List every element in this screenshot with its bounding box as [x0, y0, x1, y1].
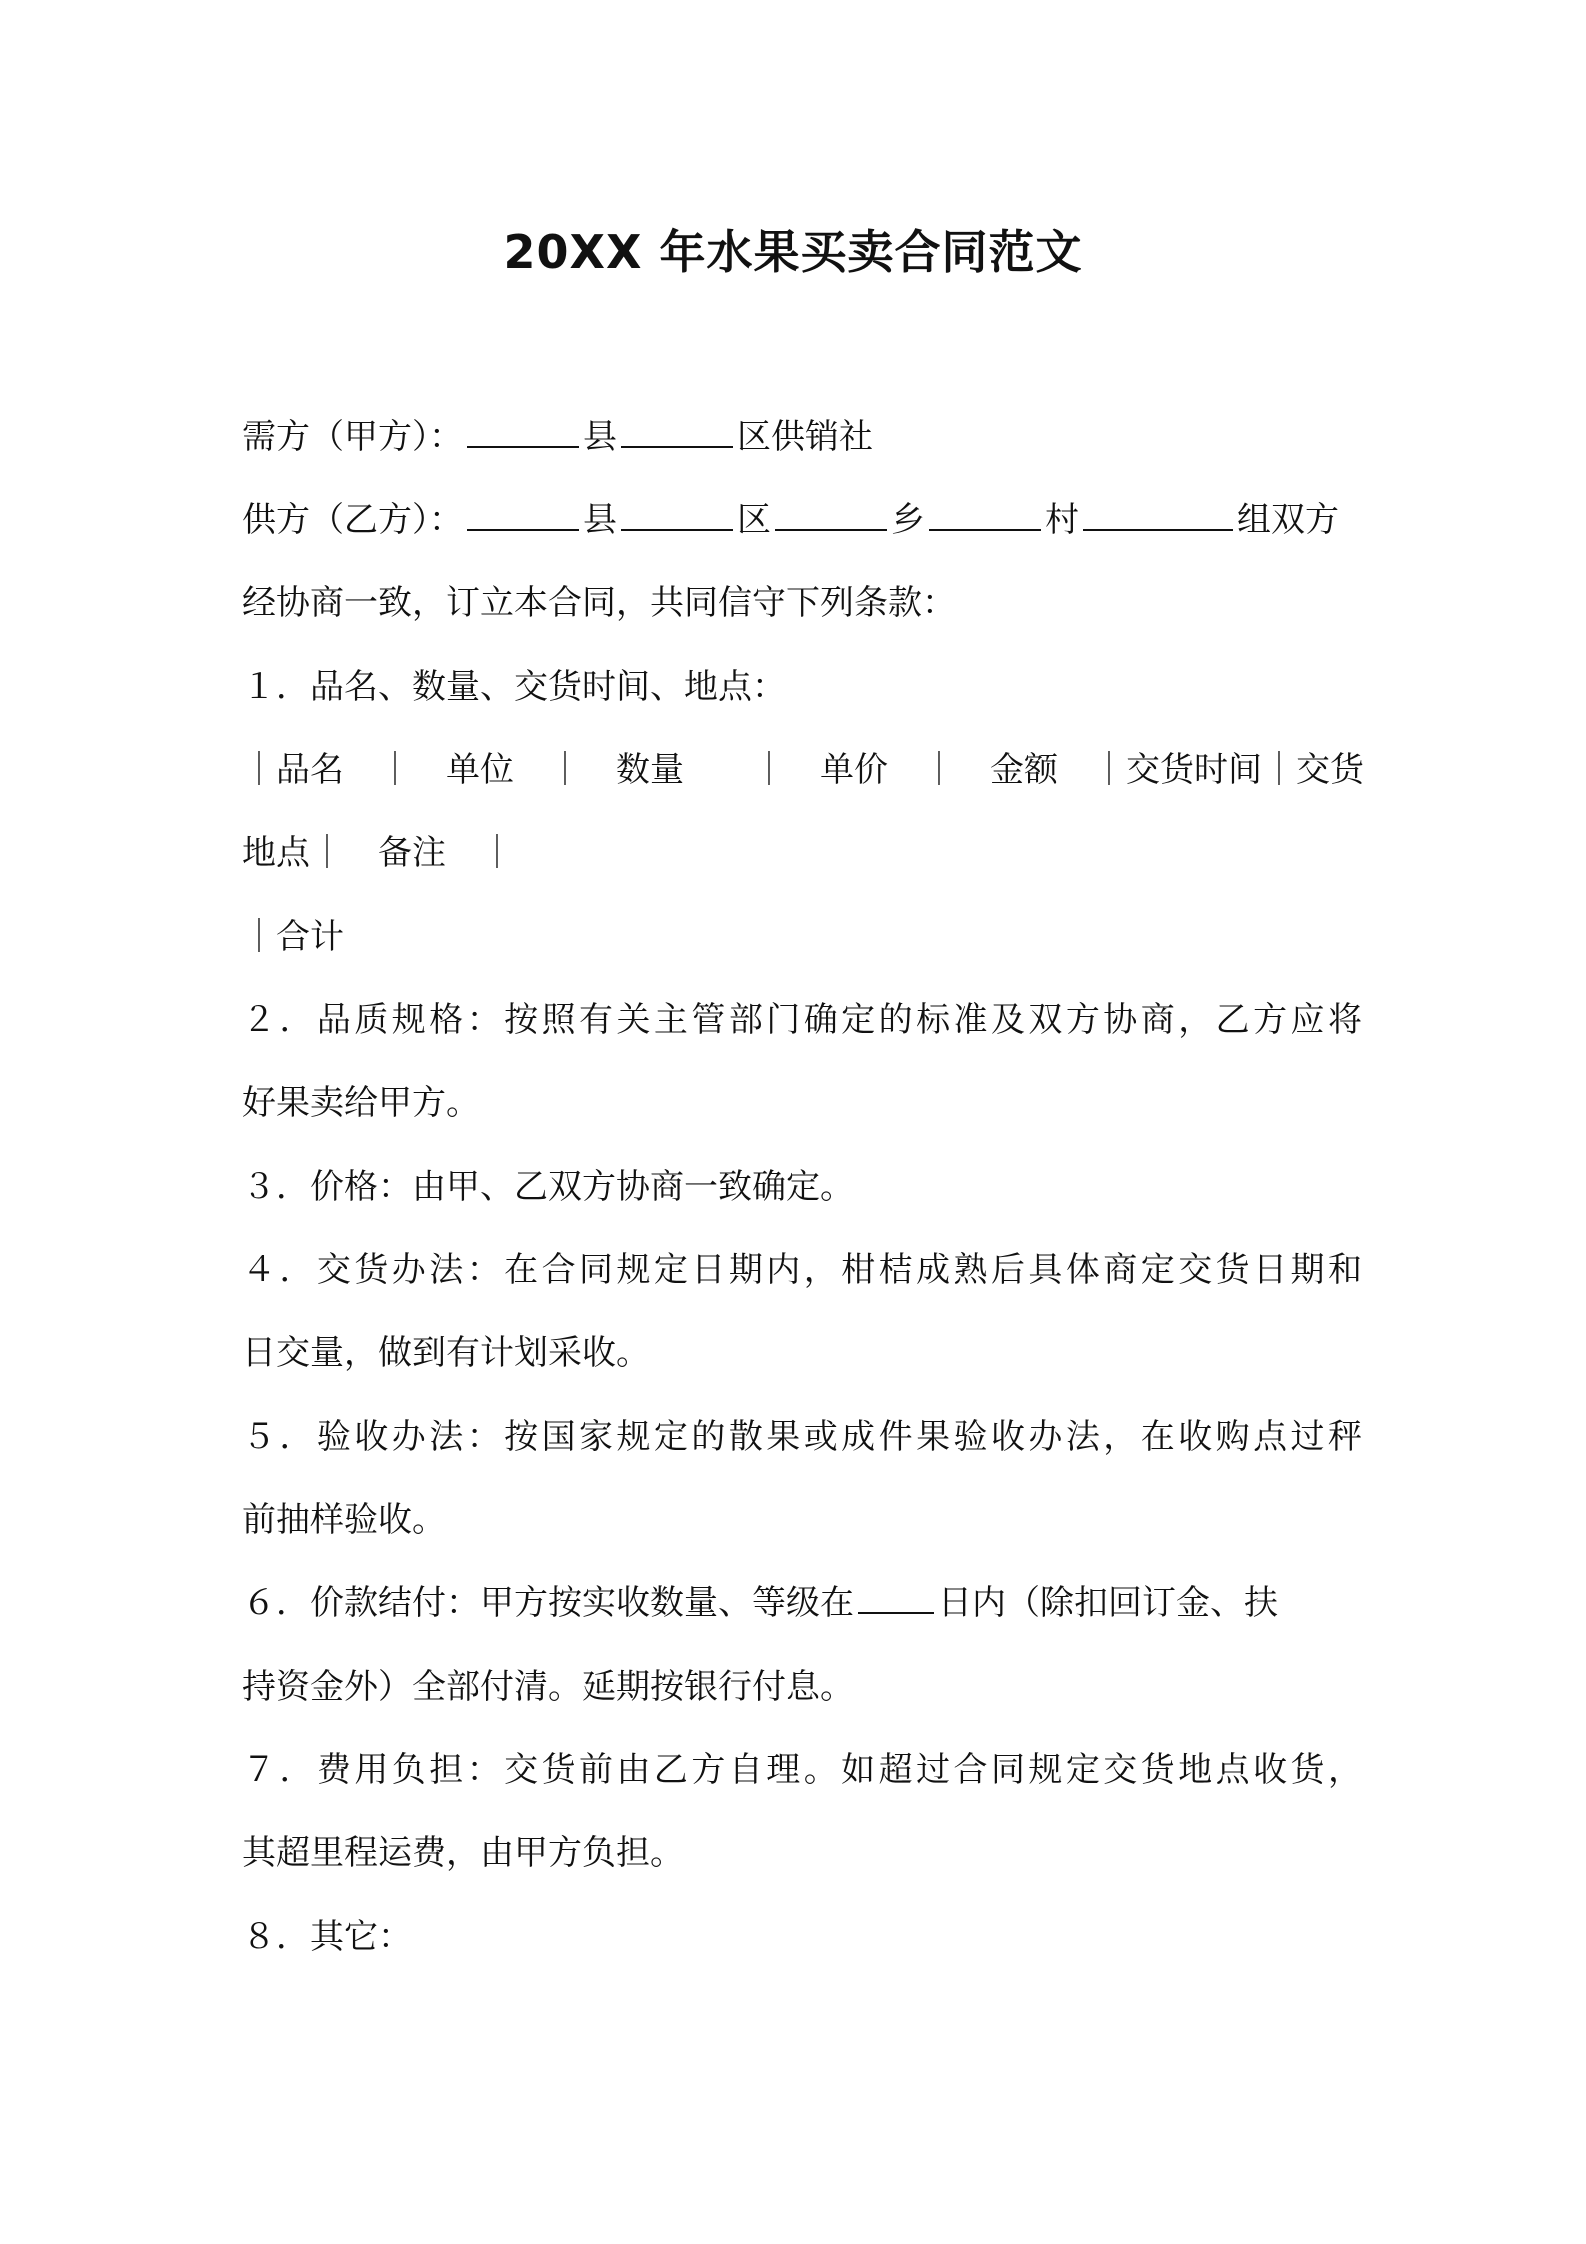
clause-7-line-2: 其超里程运费，由甲方负担。 — [242, 1833, 684, 1873]
table-header-line-2: 地点｜ 备注 ｜ — [242, 833, 514, 873]
table-total-row: ｜合计 — [242, 917, 344, 957]
party-b-township: 乡 — [891, 500, 925, 540]
blank-field[interactable] — [1083, 499, 1233, 531]
clause-1-heading: １．品名、数量、交货时间、地点： — [242, 667, 786, 707]
party-a-district: 区供销社 — [737, 417, 873, 457]
party-b-group: 组双方 — [1237, 500, 1339, 540]
intro-line: 经协商一致，订立本合同，共同信守下列条款： — [242, 583, 956, 623]
party-b-label: 供方（乙方）： — [242, 500, 463, 540]
clause-4-line-1: ４．交货办法：在合同规定日期内，柑桔成熟后具体商定交货日期和 — [242, 1250, 1362, 1290]
clause-2-line-1: ２．品质规格：按照有关主管部门确定的标准及双方协商，乙方应将 — [242, 1000, 1362, 1040]
clause-7-line-1: ７．费用负担：交货前由乙方自理。如超过合同规定交货地点收货， — [242, 1750, 1362, 1790]
party-a-county: 县 — [583, 417, 617, 457]
table-header-line-1: ｜品名 ｜ 单位 ｜ 数量 ｜ 单价 ｜ 金额 ｜交货时间｜交货 — [242, 750, 1364, 790]
clause-5-line-2: 前抽样验收。 — [242, 1500, 446, 1540]
blank-field[interactable] — [621, 499, 733, 531]
blank-field[interactable] — [467, 416, 579, 448]
clause-4-line-2: 日交量，做到有计划采收。 — [242, 1333, 650, 1373]
party-a-label: 需方（甲方）： — [242, 417, 463, 457]
blank-field[interactable] — [858, 1582, 934, 1614]
clause-5-line-1: ５．验收办法：按国家规定的散果或成件果验收办法，在收购点过秤 — [242, 1417, 1362, 1457]
clause-3: ３．价格：由甲、乙双方协商一致确定。 — [242, 1167, 854, 1207]
party-a-line — [242, 412, 1362, 462]
party-b-district: 区 — [737, 500, 771, 540]
party-b-line — [242, 495, 1362, 545]
clause-8: ８．其它： — [242, 1917, 412, 1957]
clause-6-line-2: 持资金外）全部付清。延期按银行付息。 — [242, 1667, 854, 1707]
clause-6-pre: ６．价款结付：甲方按实收数量、等级在 — [242, 1583, 854, 1623]
party-b-village: 村 — [1045, 500, 1079, 540]
clause-2-line-2: 好果卖给甲方。 — [242, 1083, 480, 1123]
blank-field[interactable] — [775, 499, 887, 531]
blank-field[interactable] — [929, 499, 1041, 531]
blank-field[interactable] — [621, 416, 733, 448]
clause-6-line-1 — [242, 1578, 1362, 1628]
party-b-county: 县 — [583, 500, 617, 540]
blank-field[interactable] — [467, 499, 579, 531]
document-title: 20XX 年水果买卖合同范文 — [503, 225, 1083, 279]
clause-6-post: 日内（除扣回订金、扶 — [938, 1583, 1278, 1623]
